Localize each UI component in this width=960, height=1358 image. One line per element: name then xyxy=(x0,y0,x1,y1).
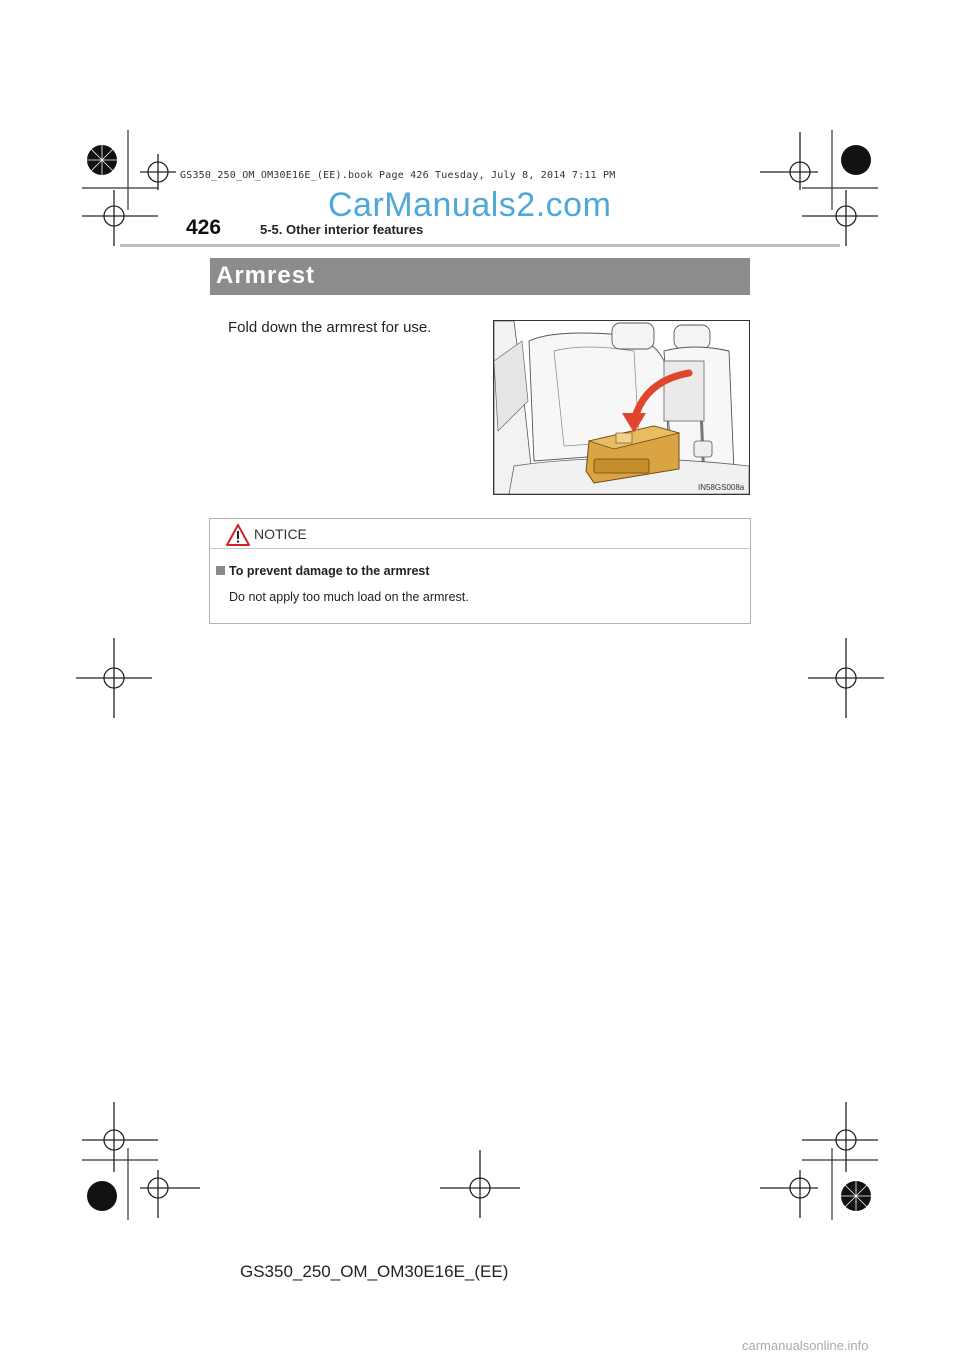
crosshair-target-upper-right xyxy=(802,190,878,246)
notice-subheading: To prevent damage to the armrest xyxy=(229,564,430,578)
registration-dot-bottom-right xyxy=(841,1181,871,1211)
header-divider xyxy=(120,244,840,247)
crosshair-target-upper-left xyxy=(82,190,158,246)
illustration-code: IN58GS008a xyxy=(698,483,745,492)
crosshair-target-top-left xyxy=(140,154,176,190)
crosshair-target-lower-right xyxy=(802,1102,878,1172)
page-number: 426 xyxy=(186,216,222,239)
square-bullet-icon xyxy=(216,566,225,575)
crosshair-target-bottom-right xyxy=(760,1170,818,1218)
rear-seat-drawing xyxy=(494,321,749,494)
crosshair-target-bottom-left xyxy=(140,1170,200,1218)
page-title: Armrest xyxy=(216,262,316,289)
crosshair-target-mid-left xyxy=(76,638,152,718)
section-title: 5-5. Other interior features xyxy=(260,222,424,237)
armrest-illustration xyxy=(493,320,750,495)
footer-document-code: GS350_250_OM_OM30E16E_(EE) xyxy=(240,1262,509,1281)
notice-text: Do not apply too much load on the armrest. xyxy=(229,590,469,604)
registration-dot-top-right xyxy=(841,145,871,175)
registration-dot-bottom-left xyxy=(87,1181,117,1211)
instruction-text: Fold down the armrest for use. xyxy=(228,319,432,336)
crosshair-target-bottom-center xyxy=(440,1150,520,1218)
warning-triangle-icon xyxy=(226,524,250,546)
watermark-bottom[interactable]: carmanualsonline.info xyxy=(742,1338,869,1353)
crosshair-target-top-right xyxy=(760,132,818,190)
print-info-line: GS350_250_OM_OM30E16E_(EE).book Page 426 Tuesday, July 8, 2014 7:11 PM xyxy=(180,170,616,181)
watermark-top[interactable]: CarManuals2.com xyxy=(328,186,612,224)
crosshair-target-lower-left xyxy=(82,1102,158,1172)
registration-dot-top-left xyxy=(87,145,117,175)
notice-label: NOTICE xyxy=(254,526,307,542)
notice-divider xyxy=(210,548,750,549)
crosshair-target-mid-right xyxy=(808,638,884,718)
